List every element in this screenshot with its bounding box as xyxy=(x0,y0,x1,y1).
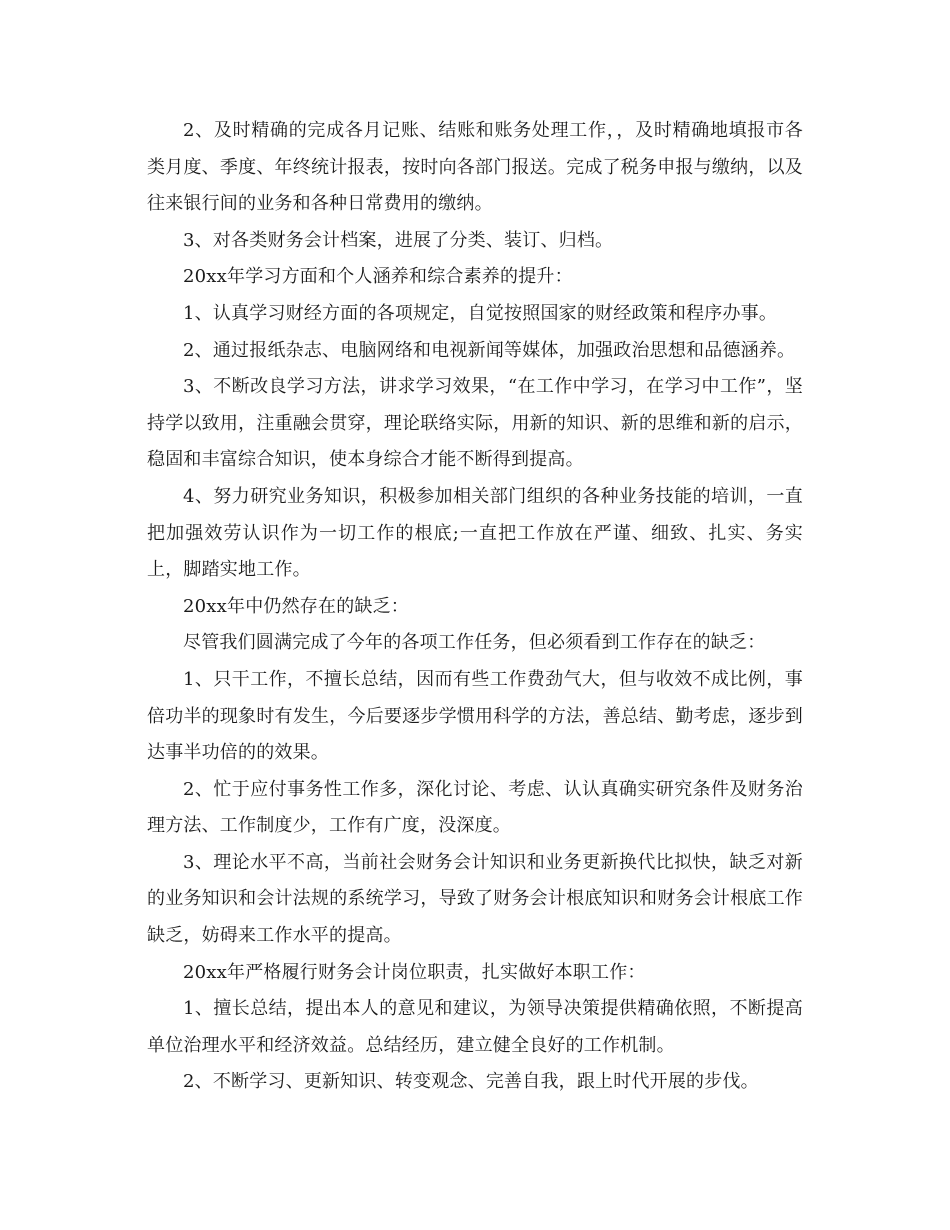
paragraph-2: 3、对各类财务会计档案，进展了分类、装订、归档。 xyxy=(183,229,614,251)
paragraph-9: 尽管我们圆满完成了今年的各项工作任务，但必须看到工作存在的缺乏： xyxy=(183,632,766,654)
document-page xyxy=(147,113,803,1101)
paragraph-6: 3、不断改良学习方法，讲求学习效果，“在工作中学习，在学习中工作”，坚持学以致用，注重融会贯穿，理论联络实际，用新的知识、新的思维和新的启示，稳固和丰富综合知识，使本身综合才能不断得到提高。 xyxy=(147,376,803,471)
paragraph-1: 2、及时精确的完成各月记账、结账和账务处理工作，，及时精确地填报市各类月度、季度、年终统计报表，按时向各部门报送。完成了税务申报与缴纳，以及往来银行间的业务和各种日常费用的缴纳。 xyxy=(147,120,803,215)
paragraph-10: 1、只干工作，不擅长总结，因而有些工作费劲气大，但与收效不成比例，事倍功半的现象时有发生，今后要逐步学惯用科学的方法，善总结、勤考虑，逐步到达事半功倍的的效果。 xyxy=(147,668,803,764)
paragraph-4: 1、认真学习财经方面的各项规定，自觉按照国家的财经政策和程序办事。 xyxy=(183,302,778,324)
paragraph-15: 2、不断学习、更新知识、转变观念、完善自我，跟上时代开展的步伐。 xyxy=(183,1071,759,1093)
paragraph-5: 2、通过报纸杂志、电脑网络和电视新闻等媒体，加强政治思想和品德涵养。 xyxy=(183,339,796,361)
paragraph-13: 20xx年严格履行财务会计岗位职责，扎实做好本职工作： xyxy=(183,961,646,983)
paragraph-8: 20xx年中仍然存在的缺乏： xyxy=(183,595,410,617)
paragraph-7: 4、努力研究业务知识，积极参加相关部门组织的各种业务技能的培训，一直把加强效劳认识作为一切工作的根底;一直把工作放在严谨、细致、扎实、务实上，脚踏实地工作。 xyxy=(147,485,803,581)
paragraph-12: 3、理论水平不高，当前社会财务会计知识和业务更新换代比拟快，缺乏对新的业务知识和会计法规的系统学习，导致了财务会计根底知识和财务会计根底工作缺乏，妨碍来工作水平的提高。 xyxy=(147,851,803,947)
paragraph-3: 20xx年学习方面和个人涵养和综合素养的提升： xyxy=(183,266,573,288)
paragraph-11: 2、忙于应付事务性工作多，深化讨论、考虑、认认真确实研究条件及财务治理方法、工作制度少，工作有广度，没深度。 xyxy=(147,778,803,837)
paragraph-14: 1、擅长总结，提出本人的意见和建议，为领导决策提供精确依照，不断提高单位治理水平和经济效益。总结经历，建立健全良好的工作机制。 xyxy=(147,998,803,1056)
